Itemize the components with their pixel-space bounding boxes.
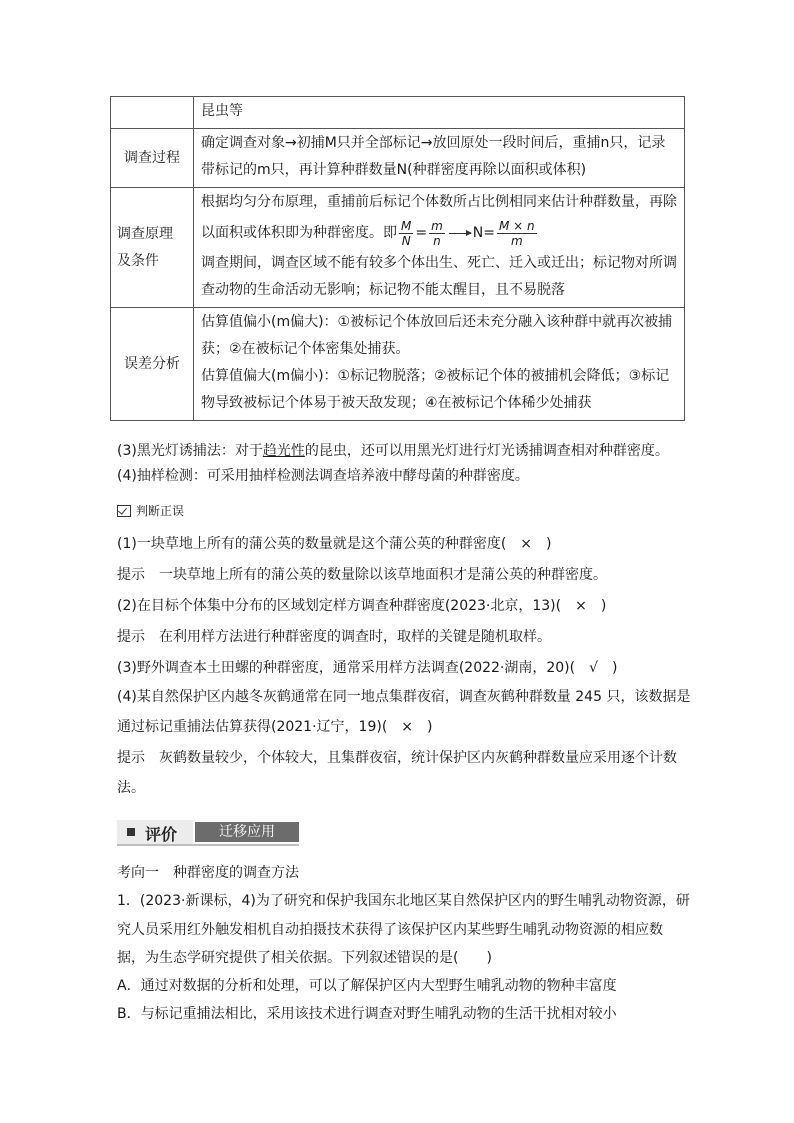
paragraph-black-light-trap: (3)黑光灯诱捕法：对于趋光性的昆虫，还可以用黑光灯进行灯光诱捕调查相对种群密度。	[117, 443, 669, 459]
formula-line: 以面积或体积即为种群密度。即 $\frac{M}{N}$ = $\frac{m}{n}$ N= $\frac{M \times n}{m}$	[201, 218, 535, 248]
question-1-line1: 1．(2023·新课标，4)为了研究和保护我国东北地区某自然保护区内的野生哺乳动物资源，研	[117, 893, 690, 909]
row-text-objects: 昆虫等	[194, 97, 685, 129]
table-row	[111, 129, 685, 188]
fraction-Mn-over-m: $\frac{M \times n}{m}$	[499, 218, 535, 248]
checkbox-icon	[117, 505, 131, 517]
right-arrow-icon	[449, 233, 471, 234]
fraction-M-over-N: $\frac{M}{N}$	[401, 218, 412, 248]
row-text-process: 确定调查对象→初捕M只并全部标记→放回原处一段时间后，重捕n只，记录 带标记的m只，再计算种群数量N(种群密度再除以面积或体积)	[194, 129, 685, 188]
table-row	[111, 188, 685, 308]
option-b: B．与标记重捕法相比，采用该技术进行调查对野生哺乳动物的生活干扰相对较小	[117, 1006, 617, 1022]
hint-2: 提示 在利用样方法进行种群密度的调查时，取样的关键是随机取样。	[117, 629, 551, 645]
row-label-empty	[111, 97, 194, 129]
direction-heading: 考向一 种群密度的调查方法	[117, 865, 299, 881]
hint-1: 提示 一块草地上所有的蒲公英的数量除以该草地面积才是蒲公英的种群密度。	[117, 567, 607, 583]
question-1-line3: 据，为生态学研究提供了相关依据。下列叙述错误的是( )	[117, 950, 492, 966]
question-1-line2: 究人员采用红外触发相机自动拍摄技术获得了该保护区内某些野生哺乳动物资源的相应数	[117, 922, 663, 938]
fraction-m-over-n: $\frac{m}{n}$	[431, 218, 443, 248]
mark-recapture-table	[110, 96, 685, 421]
judge-item-4-line2: 通过标记重捕法估算获得(2021·辽宁，19)( × )	[117, 719, 433, 735]
judge-item-1: (1)一块草地上所有的蒲公英的数量就是这个蒲公英的种群密度( × )	[117, 536, 552, 552]
judge-heading: 判断正误	[117, 501, 184, 521]
table-row	[111, 308, 685, 421]
row-text-principle: 根据均匀分布原理，重捕前后标记个体数所占比例相同来估计种群数量，再除 以面积或体积即为种群密度。即 $\frac{M}{N}$ = $\frac{m}{n}$ N= $\frac{M \times n}{m}$ 调查期间，调查区域不能有较多个体出生、死亡、迁入或迁出；标记物对所调 查动物的生命活动无影响；标记物不能太醒目，且不易脱落	[194, 188, 685, 308]
banner-title: 评价	[145, 825, 178, 844]
row-label-principle: 调查原理 及条件	[111, 188, 194, 308]
row-label-error: 误差分析	[111, 308, 194, 421]
judge-item-3: (3)野外调查本土田螺的种群密度，通常采用样方法调查(2022·湖南，20)( √ )	[117, 660, 618, 676]
section-banner	[117, 820, 299, 844]
hint-4-line1: 提示 灰鹤数量较少，个体较大，且集群夜宿，统计保护区内灰鹤种群数量应采用逐个计数	[117, 750, 677, 766]
judge-item-2: (2)在目标个体集中分布的区域划定样方调查种群密度(2023·北京，13)( × )	[117, 598, 607, 614]
judge-item-4-line1: (4)某自然保护区内越冬灰鹤通常在同一地点集群夜宿，调查灰鹤种群数量 245 只，该数据是	[117, 689, 691, 705]
option-a: A．通过对数据的分析和处理，可以了解保护区内大型野生哺乳动物的物种丰富度	[117, 978, 617, 994]
banner-subtitle: 迁移应用	[195, 822, 299, 842]
row-text-error: 估算值偏小(m偏大)：①被标记个体放回后还未充分融入该种群中就再次被捕 获；②在被标记个体密集处捕获。 估算值偏大(m偏小)：①标记物脱落；②被标记个体的被捕机会降低；③标记 物导致被标记个体易于被天敌发现；④在被标记个体稀少处捕获	[194, 308, 685, 421]
paragraph-sampling-test: (4)抽样检测：可采用抽样检测法调查培养液中酵母菌的种群密度。	[117, 468, 529, 484]
hint-4-line2: 法。	[117, 780, 145, 796]
square-bullet-icon	[127, 828, 135, 836]
table-row	[111, 97, 685, 129]
row-label-process: 调查过程	[111, 129, 194, 188]
phototaxis-term: 趋光性	[262, 443, 305, 459]
